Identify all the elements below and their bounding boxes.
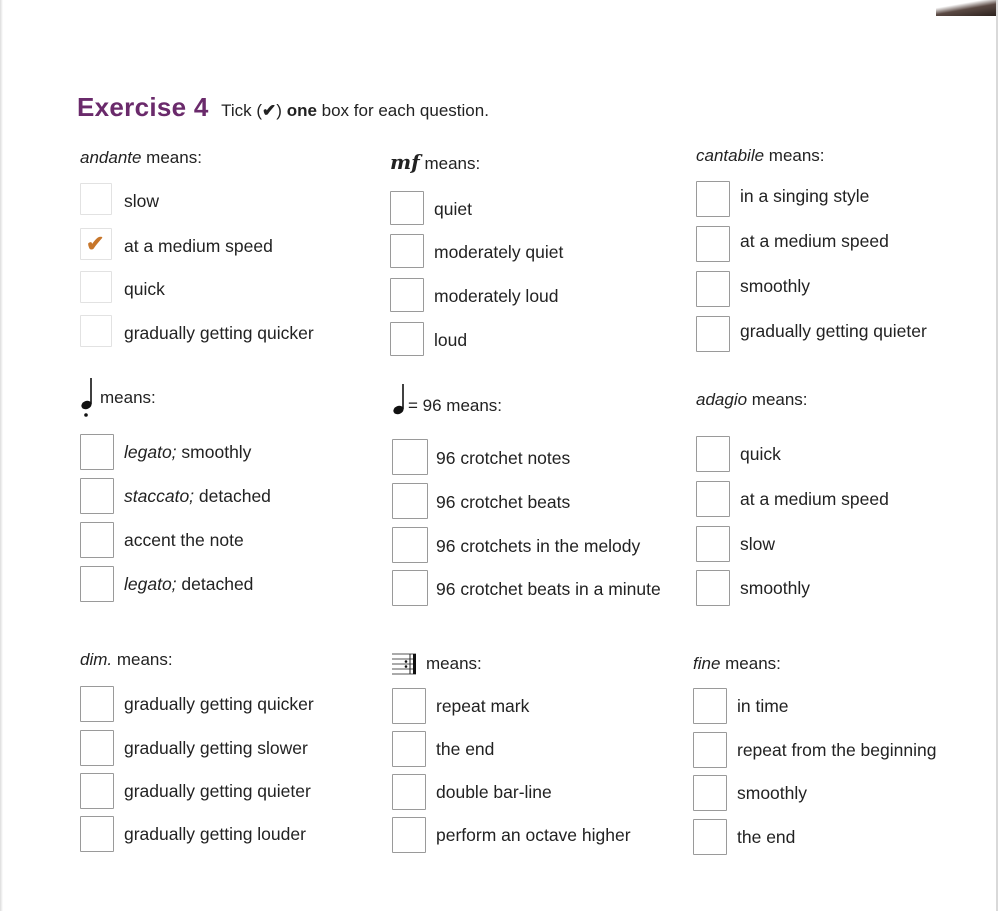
checkbox[interactable]	[392, 731, 426, 767]
option-label: gradually getting louder	[124, 824, 306, 844]
option-label: 96 crotchets in the melody	[436, 536, 641, 556]
option-label: double bar-line	[436, 782, 552, 802]
option-label: gradually getting quicker	[124, 323, 314, 343]
checkbox[interactable]	[392, 774, 426, 810]
exercise-header	[77, 92, 489, 123]
option-label: 96 crotchet notes	[436, 448, 571, 468]
label-rest: means:	[720, 654, 781, 673]
checkbox[interactable]	[390, 191, 424, 225]
checkbox[interactable]	[80, 566, 114, 602]
option-label: moderately quiet	[434, 242, 564, 262]
option-label: slow	[124, 191, 160, 211]
option-label: at a medium speed	[740, 231, 889, 251]
option-label: 96 crotchet beats	[436, 492, 571, 512]
option-label: the end	[737, 827, 796, 847]
option-label: gradually getting quieter	[124, 781, 311, 801]
question-label	[426, 654, 482, 674]
option-label: loud	[434, 330, 468, 350]
checkbox[interactable]	[392, 570, 428, 606]
option-label: moderately loud	[434, 286, 559, 306]
option-label	[124, 574, 253, 595]
checkbox[interactable]	[80, 773, 114, 809]
checkbox[interactable]	[696, 181, 730, 217]
crotchet-icon	[392, 382, 408, 416]
option-label: at a medium speed	[740, 489, 889, 509]
label-term: adagio	[696, 390, 748, 409]
label-term: fine	[693, 654, 721, 673]
checkbox[interactable]	[80, 816, 114, 852]
label-rest: = 96 means:	[408, 396, 503, 415]
checkbox[interactable]	[80, 271, 112, 303]
question-label	[696, 146, 825, 166]
option-rest: detached	[176, 574, 254, 594]
option-rest: detached	[194, 486, 271, 506]
checkbox[interactable]	[392, 817, 426, 853]
checkbox[interactable]	[696, 226, 730, 262]
instruction-post: box for each question.	[316, 101, 489, 120]
label-rest: means:	[141, 148, 202, 167]
option-label: smoothly	[740, 276, 811, 296]
option-label: at a medium speed	[124, 236, 273, 256]
checkbox[interactable]	[392, 527, 428, 563]
option-label: gradually getting slower	[124, 738, 308, 758]
checkbox[interactable]	[80, 183, 112, 215]
checkbox[interactable]	[696, 526, 730, 562]
checkbox[interactable]	[80, 730, 114, 766]
option-label: slow	[740, 534, 776, 554]
instruction-pre: Tick (	[221, 101, 263, 120]
checkbox[interactable]	[80, 315, 112, 347]
option-rest: smoothly	[176, 442, 252, 462]
option-label	[124, 442, 251, 463]
question-label	[80, 148, 202, 168]
check-mark-icon: ✔	[86, 231, 105, 256]
checkbox[interactable]	[696, 481, 730, 517]
option-label: repeat from the beginning	[737, 740, 937, 760]
option-italic: legato;	[124, 574, 177, 594]
page-edge-shadow	[0, 0, 3, 911]
option-label: smoothly	[740, 578, 811, 598]
option-label: gradually getting quicker	[124, 694, 314, 714]
exercise-instruction	[221, 101, 489, 120]
checkbox[interactable]	[693, 775, 727, 811]
option-italic: legato;	[124, 442, 177, 462]
instruction-bold: one	[286, 101, 317, 120]
page-corner-shadow	[936, 0, 996, 16]
option-label: in time	[737, 696, 789, 716]
instruction-mid: )	[276, 101, 287, 120]
checkbox[interactable]	[80, 434, 114, 470]
checkbox[interactable]	[392, 483, 428, 519]
question-label	[696, 390, 808, 410]
checkbox[interactable]	[80, 522, 114, 558]
option-label: 96 crotchet beats in a minute	[436, 579, 661, 599]
checkbox[interactable]	[392, 439, 428, 475]
question-label	[693, 654, 781, 674]
option-label: quiet	[434, 199, 472, 219]
option-label: repeat mark	[436, 696, 530, 716]
checkbox[interactable]	[693, 688, 727, 724]
checkbox[interactable]	[696, 316, 730, 352]
option-label	[124, 530, 244, 551]
question-label	[390, 150, 480, 174]
option-label: in a singing style	[740, 186, 870, 206]
checkbox[interactable]	[696, 271, 730, 307]
mf-dynamic-symbol: mf	[390, 150, 420, 174]
label-rest: means:	[100, 388, 156, 407]
label-term: andante	[80, 148, 142, 167]
option-rest: accent the note	[124, 530, 244, 550]
checkbox[interactable]	[693, 732, 727, 768]
label-term: dim.	[80, 650, 113, 669]
option-label: perform an octave higher	[436, 825, 631, 845]
checkbox[interactable]	[390, 278, 424, 312]
question-label	[80, 650, 173, 670]
option-label: quick	[124, 279, 165, 299]
repeat-barline-icon	[392, 648, 418, 682]
checkbox[interactable]	[696, 436, 730, 472]
label-rest: means:	[747, 390, 808, 409]
option-label: gradually getting quieter	[740, 321, 927, 341]
staccato-crotchet-icon	[80, 376, 96, 418]
label-term: cantabile	[696, 146, 765, 165]
label-rest: means:	[419, 154, 481, 173]
checkbox[interactable]	[80, 686, 114, 722]
checkbox[interactable]	[392, 688, 426, 724]
label-rest: means:	[764, 146, 825, 165]
question-label	[100, 388, 156, 408]
question-label	[408, 396, 502, 416]
option-label	[124, 486, 271, 507]
option-italic: staccato;	[124, 486, 195, 506]
checkbox[interactable]	[80, 228, 112, 260]
exercise-title: Exercise 4	[77, 92, 209, 122]
tick-icon: ✔	[262, 101, 277, 120]
checkbox[interactable]	[693, 819, 727, 855]
option-label: quick	[740, 444, 781, 464]
checkbox[interactable]	[80, 478, 114, 514]
checkbox[interactable]	[390, 234, 424, 268]
checkbox[interactable]	[390, 322, 424, 356]
label-rest: means:	[426, 654, 482, 673]
option-label: the end	[436, 739, 495, 759]
checkbox[interactable]	[696, 570, 730, 606]
label-rest: means:	[112, 650, 173, 669]
option-label: smoothly	[737, 783, 808, 803]
